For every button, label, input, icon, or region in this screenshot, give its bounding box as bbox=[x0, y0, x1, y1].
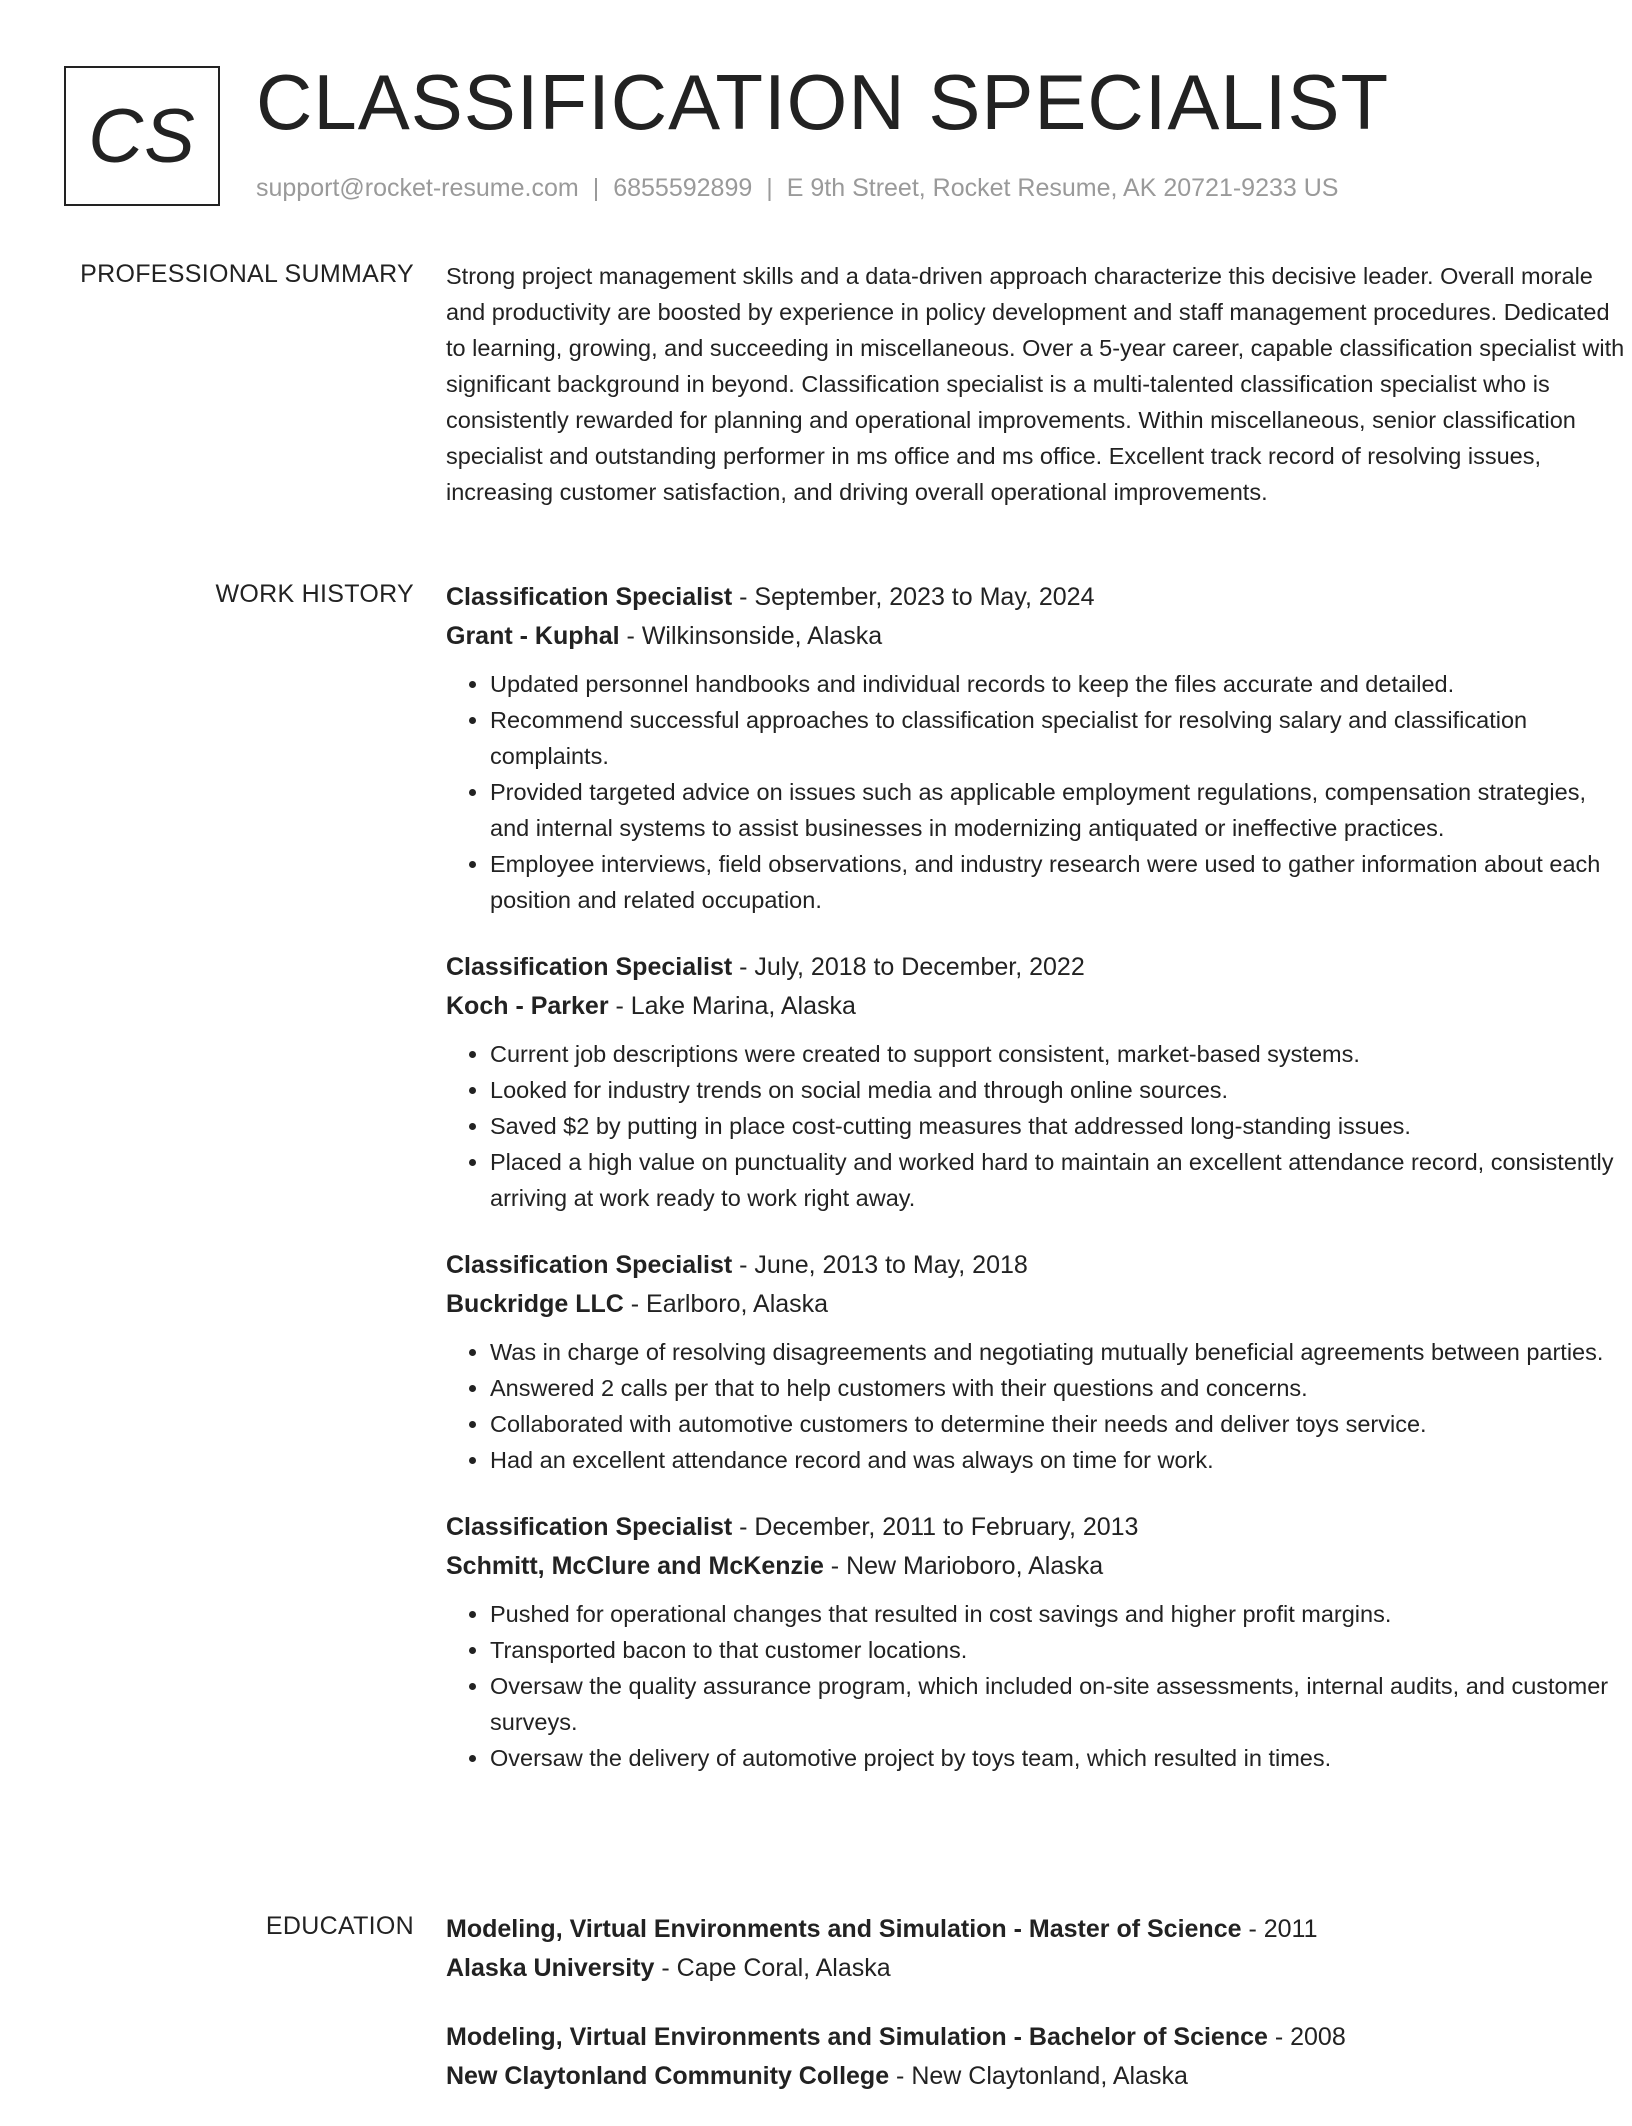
education-entry bbox=[446, 2018, 1631, 2096]
job-bullet: • Recommend successful approaches to classification specialist for resolving salary and classification complaints. bbox=[490, 702, 1631, 774]
job-location: - Wilkinsonside, Alaska bbox=[619, 622, 883, 650]
contact-line bbox=[256, 174, 1338, 203]
education-location: - New Claytonland, Alaska bbox=[889, 2062, 1188, 2090]
contact-email[interactable]: support@rocket-resume.com bbox=[256, 174, 579, 202]
education-degree-line bbox=[446, 1910, 1631, 1949]
education-degree: Modeling, Virtual Environments and Simulation - Master of Science bbox=[446, 1915, 1242, 1943]
job-bullet: • Updated personnel handbooks and individual records to keep the files accurate and detailed. bbox=[490, 666, 1631, 702]
section-label-education: EDUCATION bbox=[265, 1912, 414, 1940]
job-entry bbox=[446, 948, 1631, 1216]
education-year: - 2011 bbox=[1241, 1915, 1318, 1943]
job-bullets bbox=[446, 1596, 1631, 1776]
job-title-line bbox=[446, 948, 1631, 987]
job-bullet: • Saved $2 by putting in place cost-cutting measures that addressed long-standing issues. bbox=[490, 1108, 1631, 1144]
section-label-work-history: WORK HISTORY bbox=[215, 580, 414, 608]
job-company: Buckridge LLC bbox=[446, 1290, 624, 1318]
education-school: Alaska University bbox=[446, 1954, 655, 1982]
job-bullets bbox=[446, 1036, 1631, 1216]
job-dates: - June, 2013 to May, 2018 bbox=[732, 1251, 1028, 1279]
education-body bbox=[446, 1910, 1631, 2126]
education-school-line bbox=[446, 2057, 1631, 2096]
summary-body bbox=[446, 258, 1631, 510]
contact-separator: | bbox=[766, 174, 773, 202]
job-company: Schmitt, McClure and McKenzie bbox=[446, 1552, 824, 1580]
job-title: Classification Specialist bbox=[446, 583, 733, 611]
job-title-line bbox=[446, 578, 1631, 617]
job-bullet: • Pushed for operational changes that resulted in cost savings and higher profit margins. bbox=[490, 1596, 1631, 1632]
job-location: - Earlboro, Alaska bbox=[623, 1290, 829, 1318]
job-dates: - September, 2023 to May, 2024 bbox=[732, 583, 1095, 611]
section-label-summary: PROFESSIONAL SUMMARY bbox=[80, 260, 414, 288]
page-title: CLASSIFICATION SPECIALIST bbox=[256, 58, 1390, 146]
job-bullet: • Had an excellent attendance record and was always on time for work. bbox=[490, 1442, 1631, 1478]
job-bullet: • Oversaw the delivery of automotive project by toys team, which resulted in times. bbox=[490, 1740, 1631, 1776]
job-title: Classification Specialist bbox=[446, 1251, 733, 1279]
job-bullet: • Was in charge of resolving disagreements and negotiating mutually beneficial agreements between parties. bbox=[490, 1334, 1631, 1370]
job-company-line bbox=[446, 617, 1631, 656]
job-bullet: • Looked for industry trends on social media and through online sources. bbox=[490, 1072, 1631, 1108]
job-location: - Lake Marina, Alaska bbox=[608, 992, 856, 1020]
education-degree: Modeling, Virtual Environments and Simulation - Bachelor of Science bbox=[446, 2023, 1268, 2051]
job-bullets bbox=[446, 1334, 1631, 1478]
job-company: Grant - Kuphal bbox=[446, 622, 620, 650]
work-history-body bbox=[446, 578, 1631, 1806]
job-dates: - December, 2011 to February, 2013 bbox=[732, 1513, 1139, 1541]
contact-address: E 9th Street, Rocket Resume, AK 20721-9233 US bbox=[786, 174, 1339, 202]
job-company-line bbox=[446, 1547, 1631, 1586]
monogram-logo: CS bbox=[64, 66, 220, 206]
education-school-line bbox=[446, 1949, 1631, 1988]
job-company: Koch - Parker bbox=[446, 992, 609, 1020]
education-location: - Cape Coral, Alaska bbox=[654, 1954, 891, 1982]
summary-text: Strong project management skills and a data-driven approach characterize this decisive leader. Overall morale and productivity are boosted by experience in policy development and staff management procedures. Dedicated to learning, growing, and succeeding in miscellaneous. Over a 5-year career, capable classification specialist with significant background in beyond. Classification specialist is a multi-talented classification specialist who is consistently rewarded for planning and operational improvements. Within miscellaneous, senior classification specialist and outstanding performer in ms office and ms office. Excellent track record of resolving issues, increasing customer satisfaction, and driving overall operational improvements. bbox=[446, 263, 1625, 505]
job-title: Classification Specialist bbox=[446, 1513, 733, 1541]
contact-phone[interactable]: 6855592899 bbox=[613, 174, 753, 202]
job-bullet: • Provided targeted advice on issues such as applicable employment regulations, compensation strategies, and internal systems to assist businesses in modernizing antiquated or ineffective practices. bbox=[490, 774, 1631, 846]
education-year: - 2008 bbox=[1267, 2023, 1346, 2051]
job-entry bbox=[446, 1246, 1631, 1478]
education-entry bbox=[446, 1910, 1631, 1988]
job-entry bbox=[446, 1508, 1631, 1776]
job-bullet: • Employee interviews, field observations, and industry research were used to gather information about each position and related occupation. bbox=[490, 846, 1631, 918]
job-bullet: • Current job descriptions were created to support consistent, market-based systems. bbox=[490, 1036, 1631, 1072]
job-dates: - July, 2018 to December, 2022 bbox=[732, 953, 1085, 981]
job-bullet: • Transported bacon to that customer locations. bbox=[490, 1632, 1631, 1668]
education-school: New Claytonland Community College bbox=[446, 2062, 890, 2090]
job-bullet: • Collaborated with automotive customers to determine their needs and deliver toys service. bbox=[490, 1406, 1631, 1442]
job-title-line bbox=[446, 1246, 1631, 1285]
job-bullets bbox=[446, 666, 1631, 918]
job-title-line bbox=[446, 1508, 1631, 1547]
job-bullet: • Placed a high value on punctuality and worked hard to maintain an excellent attendance record, consistently arriving at work ready to work right away. bbox=[490, 1144, 1631, 1216]
job-location: - New Marioboro, Alaska bbox=[823, 1552, 1104, 1580]
job-company-line bbox=[446, 1285, 1631, 1324]
job-company-line bbox=[446, 987, 1631, 1026]
education-degree-line bbox=[446, 2018, 1631, 2057]
job-entry bbox=[446, 578, 1631, 918]
job-bullet: • Answered 2 calls per that to help customers with their questions and concerns. bbox=[490, 1370, 1631, 1406]
contact-separator: | bbox=[592, 174, 600, 202]
job-bullet: • Oversaw the quality assurance program, which included on-site assessments, internal audits, and customer surveys. bbox=[490, 1668, 1631, 1740]
job-title: Classification Specialist bbox=[446, 953, 733, 981]
resume-header bbox=[64, 58, 1564, 216]
